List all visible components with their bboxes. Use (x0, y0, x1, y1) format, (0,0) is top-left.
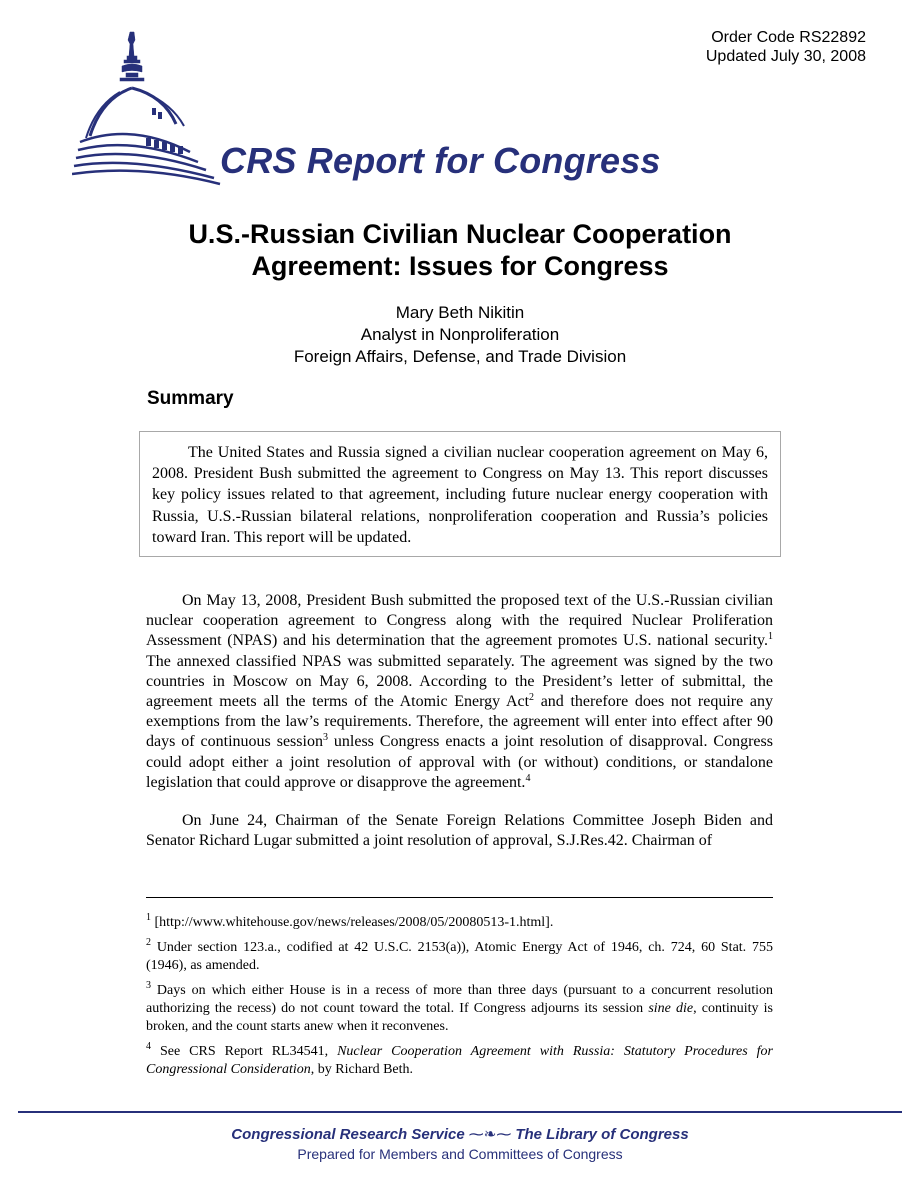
order-code: Order Code RS22892 (711, 29, 866, 46)
order-code-block (706, 28, 866, 66)
footnotes (146, 914, 773, 1086)
footnote-ref-4: 4 (525, 772, 531, 784)
ornament-icon: ⁓❧⁓ (468, 1126, 512, 1143)
footnote-ref-3: 3 (322, 732, 328, 744)
footnote-4 (146, 1043, 773, 1079)
footnote-link-text: [http://www.whitehouse.gov/news/releases/2008/05/20080513-1.html]. (151, 915, 554, 930)
author-role: Analyst in Nonproliferation (360, 325, 560, 344)
capitol-dome-logo (72, 26, 222, 186)
footer-loc: The Library of Congress (515, 1126, 689, 1143)
footnote-text: , by Richard Beth. (310, 1062, 414, 1077)
author-block (120, 302, 800, 368)
body-text-run: and therefore does not require any exemptions from the law’s requirements. Therefore, the agreement will enter into effect after 90 days of continuous session (146, 693, 773, 751)
footnote-number: 1 (146, 912, 151, 923)
body-paragraph-1 (146, 591, 773, 793)
footer-org-line (0, 1125, 920, 1143)
summary-box (139, 431, 781, 557)
body-text-run: unless Congress enacts a joint resolution of disapproval. Congress could adopt either a joint resolution of approval with (or without) conditions, or standalone legislation that could approve or disapprove the agreement. (146, 733, 773, 791)
document-title: U.S.-Russian Civilian Nuclear Cooperation Agreement: Issues for Congress (188, 219, 732, 281)
author-name: Mary Beth Nikitin (395, 303, 525, 322)
author-division: Foreign Affairs, Defense, and Trade Division (293, 347, 627, 366)
body-text-run: The annexed classified NPAS was submitted separately. The agreement was signed by the two countries in Moscow on May 6, 2008. According to the President’s letter of submittal, the agreement meets all the terms of the Atomic Energy Act (146, 652, 773, 711)
body-text-run: On May 13, 2008, President Bush submitted the proposed text of the U.S.-Russian civilian nuclear cooperation agreement to Congress along with the required Nuclear Proliferation Assessment (NPAS) and his determination that the agreement promotes U.S. national security. (146, 592, 773, 650)
body-text (146, 591, 773, 869)
footnote-ref-2: 2 (529, 692, 535, 704)
body-paragraph-2: On June 24, Chairman of the Senate Foreign Relations Committee Joseph Biden and Senator Richard Lugar submitted a joint resolution of approval, S.J.Res.42. Chairman of (146, 812, 773, 850)
footnote-2 (146, 939, 773, 975)
footnote-ref-1: 1 (768, 631, 773, 643)
footnote-text: Under section 123.a., codified at 42 U.S.C. 2153(a)), Atomic Energy Act of 1946, ch. 724, 60 Stat. 755 (1946), as amended. (146, 940, 773, 973)
updated-date: Updated July 30, 2008 (705, 48, 866, 65)
footnote-3 (146, 982, 773, 1036)
footnote-italic: Nuclear Cooperation Agreement with Russia: Statutory Procedures for Congressional Consideration (146, 1044, 773, 1077)
report-title: CRS Report for Congress (220, 140, 661, 181)
footnote-1 (146, 914, 773, 932)
summary-text: The United States and Russia signed a civilian nuclear cooperation agreement on May 6, 2008. President Bush submitted the agreement to Congress on May 13. This report discusses key policy issues related to that agreement, including future nuclear energy cooperation with Russia, U.S.-Russian bilateral relations, nonproliferation cooperation and Russia’s policies toward Iran. This report will be updated. (152, 444, 768, 546)
footer-crs: Congressional Research Service (231, 1126, 465, 1143)
footnote-divider (146, 897, 773, 898)
footer-divider (18, 1111, 902, 1113)
footnote-number: 2 (146, 937, 151, 948)
footnote-text: See CRS Report RL34541, (151, 1044, 338, 1059)
footnote-text: , continuity is broken, and the count starts anew when it reconvenes. (146, 1001, 773, 1034)
footnote-italic: sine die (648, 1001, 694, 1016)
footer-prepared-line: Prepared for Members and Committees of Congress (297, 1146, 623, 1162)
footnote-text: Days on which either House is in a recess of more than three days (pursuant to a concurrent resolution authorizing the recess) do not count toward the total. If Congress adjourns its session (146, 983, 773, 1016)
footnote-number: 3 (146, 980, 151, 991)
footnote-number: 4 (146, 1041, 151, 1052)
summary-heading: Summary (147, 388, 234, 409)
